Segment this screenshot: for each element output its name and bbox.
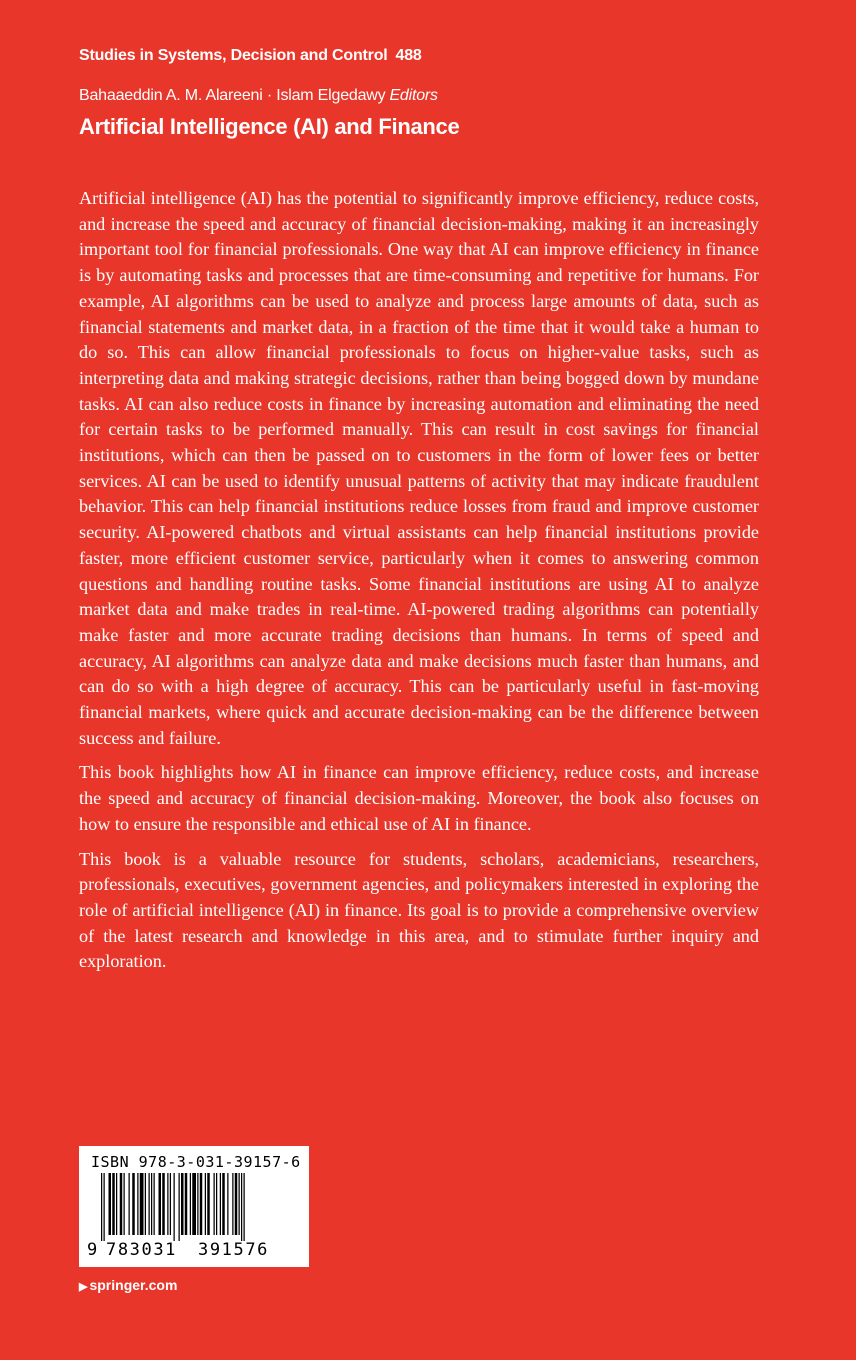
series-number: 488 bbox=[395, 47, 422, 64]
book-title: Artificial Intelligence (AI) and Finance bbox=[79, 114, 460, 139]
barcode-bar bbox=[112, 1173, 115, 1235]
barcode-bar bbox=[241, 1173, 242, 1241]
barcode-bar bbox=[232, 1173, 233, 1235]
barcode-bar bbox=[185, 1173, 188, 1235]
barcode-digit-group-2: 391576 bbox=[198, 1240, 270, 1260]
barcode-bar bbox=[129, 1173, 130, 1235]
barcode-bar bbox=[235, 1173, 238, 1235]
editors-line bbox=[79, 87, 438, 105]
isbn-barcode bbox=[79, 1146, 309, 1267]
barcode-bar bbox=[197, 1173, 198, 1235]
barcode-bar bbox=[170, 1173, 171, 1235]
editors-names: Bahaaeddin A. M. Alareeni · Islam Elgedawy bbox=[79, 87, 386, 104]
barcode-bar bbox=[190, 1173, 191, 1235]
series-line bbox=[79, 47, 422, 65]
barcode-bar bbox=[174, 1173, 175, 1241]
barcode-bar bbox=[227, 1173, 228, 1235]
barcode-bar bbox=[167, 1173, 168, 1235]
blurb-paragraph-1: Artificial intelligence (AI) has the potential to significantly improve efficiency, reduce costs, and increase the speed and accuracy of financial decision-making, making it an increasingly important tool for financial professionals. One way that AI can improve efficiency in finance is by automating tasks and processes that are time-consuming and repetitive for humans. For example, AI algorithms can be used to analyze and process large amounts of data, such as financial statements and market data, in a fraction of the time that it would take a human to do so. This can allow financial professionals to focus on higher-value tasks, such as interpreting data and making strategic decisions, rather than being bogged down by mundane tasks. AI can also reduce costs in finance by increasing automation and eliminating the need for certain tasks to be performed manually. This can result in cost savings for financial institutions, which can then be passed on to customers in the form of lower fees or better services. AI can be used to identify unusual patterns of activity that may indicate fraudulent behavior. This can help financial institutions reduce losses from fraud and improve customer security. AI-powered chatbots and virtual assistants can help financial institutions provide faster, more efficient customer service, particularly when it comes to answering common questions and handling routine tasks. Some financial institutions are using AI to analyze market data and make trades in real-time. AI-powered trading algorithms can potentially make faster and more accurate trading decisions than humans. In terms of speed and accuracy, AI algorithms can analyze data and make decisions much faster than humans, and can do so with a high degree of accuracy. This can be particularly useful in fast-moving financial markets, where quick and accurate decision-making can be the difference between success and failure. bbox=[79, 188, 759, 748]
barcode-digit-group-1: 783031 bbox=[106, 1240, 178, 1260]
barcode-bar bbox=[214, 1173, 215, 1235]
isbn-label: ISBN 978-3-031-39157-6 bbox=[91, 1153, 301, 1171]
blurb-paragraph-3: This book is a valuable resource for students, scholars, academicians, researchers, professionals, executives, government agencies, and policymakers interested in exploring the role of artificial intelligence (AI) in finance. Its goal is to provide a comprehensive overview of the latest research and knowledge in this area, and to stimulate further inquiry and exploration. bbox=[79, 848, 759, 972]
barcode-bar bbox=[200, 1173, 203, 1235]
barcode-bar bbox=[222, 1173, 225, 1235]
triangle-right-icon: ▶ bbox=[79, 1281, 88, 1293]
publisher-link[interactable] bbox=[79, 1277, 177, 1293]
barcode-bar bbox=[140, 1173, 144, 1235]
barcode-bar bbox=[159, 1173, 162, 1235]
barcode-bar bbox=[109, 1173, 112, 1235]
barcode-bar bbox=[132, 1173, 135, 1235]
barcode-bar bbox=[154, 1173, 155, 1235]
barcode-bar bbox=[207, 1173, 210, 1235]
barcode-bar bbox=[149, 1173, 150, 1235]
barcode-bar bbox=[179, 1173, 180, 1241]
barcode-bars bbox=[101, 1173, 291, 1241]
barcode-bar bbox=[192, 1173, 196, 1235]
barcode-bar bbox=[124, 1173, 125, 1235]
barcode-bar bbox=[205, 1173, 206, 1235]
barcode-bar bbox=[244, 1173, 245, 1241]
blurb bbox=[79, 186, 759, 984]
barcode-bar bbox=[104, 1173, 105, 1241]
barcode-bar bbox=[151, 1173, 152, 1235]
barcode-bar bbox=[220, 1173, 221, 1235]
editors-role: Editors bbox=[389, 87, 438, 104]
barcode-bar bbox=[137, 1173, 138, 1235]
barcode-bar bbox=[239, 1173, 240, 1235]
barcode-bar bbox=[116, 1173, 117, 1235]
publisher-url: springer.com bbox=[89, 1277, 178, 1293]
barcode-digit-first: 9 bbox=[87, 1240, 98, 1260]
blurb-paragraph-2: This book highlights how AI in finance can improve efficiency, reduce costs, and increase the speed and accuracy of financial decision-making. Moreover, the book also focuses on how to ensure the responsible and ethical use of AI in finance. bbox=[79, 762, 759, 834]
barcode-bar bbox=[216, 1173, 217, 1235]
barcode-bar bbox=[181, 1173, 184, 1235]
barcode-bar bbox=[162, 1173, 165, 1235]
barcode-bar bbox=[101, 1173, 102, 1241]
barcode-bar bbox=[145, 1173, 146, 1235]
barcode-bar bbox=[120, 1173, 123, 1235]
series-title: Studies in Systems, Decision and Control bbox=[79, 47, 388, 64]
